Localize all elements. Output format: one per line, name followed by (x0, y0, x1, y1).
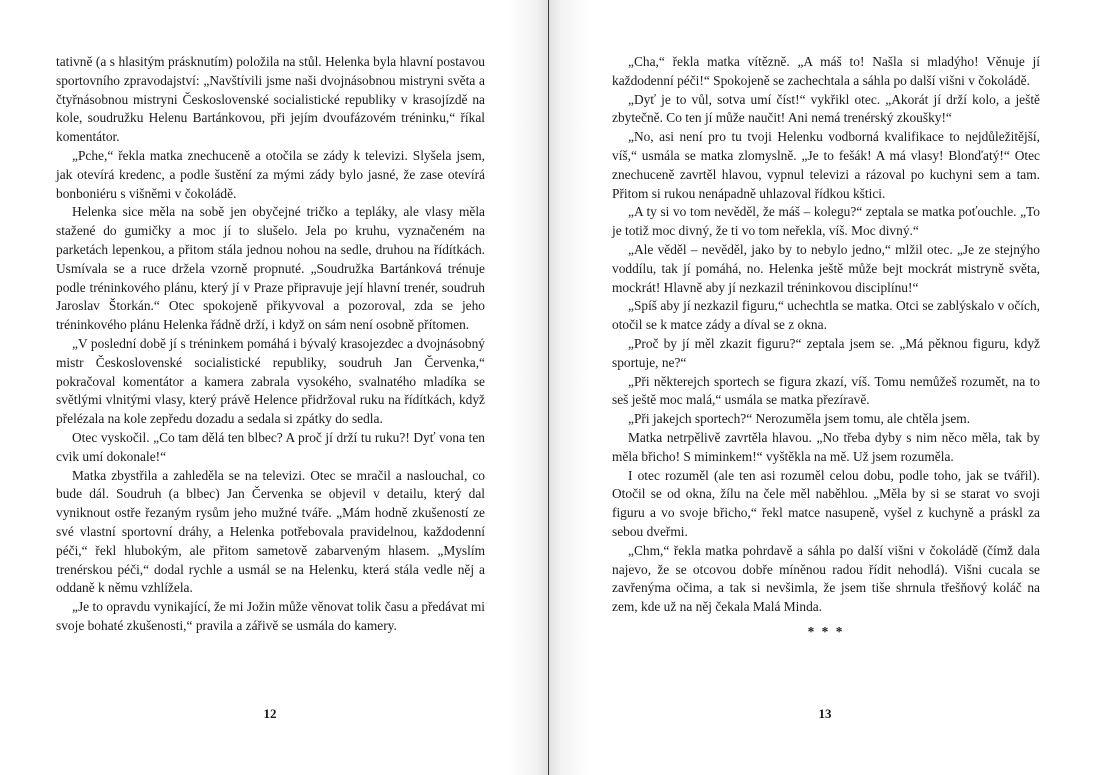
paragraph: Otec vyskočil. „Co tam dělá ten blbec? A proč jí drží tu ruku?! Dyť vona ten cvik umí dokonale!“ (56, 429, 485, 464)
paragraph: „Cha,“ řekla matka vítězně. „A máš to! Našla si mladýho! Věnuje jí každodenní péči!“ Spokojeně se zachechtala a sáhla po další višni v čokoládě. (612, 54, 1040, 88)
paragraph: „Spíš aby jí nezkazil figuru,“ uchechtla se matka. Otci se zablýskalo v očích, otočil se k matce zády a díval se z okna. (612, 298, 1040, 333)
right-page-text (612, 53, 1040, 642)
paragraph: Helenka sice měla na sobě jen obyčejné tričko a tepláky, ale vlasy měla stažené do gumičky a moc jí to slušelo. Jela po kruhu, vyznačeném na parketách lepenkou, a přitom stála jednou nohou na sedle, druhou na řídítkách. Usmívala se a ruce držela vzorně propnuté. „Soudružka Bartánková trénuje podle tréninkového plánu, který jí v Praze připravuje její hlavní trenér, soudruh Jaroslav Štorkán.“ Otec spokojeně přikyvoval a pozoroval, zda se jeho tréninkového plánu Helenka řádně drží, i když on sám není osobně přítomen. (56, 204, 485, 333)
paragraph: Matka netrpělivě zavrtěla hlavou. „No třeba dyby s nim něco měla, tak by měla břicho! S miminkem!“ vyštěkla na mě. Už jsem rozuměla. (612, 429, 1040, 464)
left-page-text (56, 53, 485, 636)
paragraph: „Je to opravdu vynikající, že mi Jožin může věnovat tolik času a předávat mi svoje bohaté zkušenosti,“ pravila a zářivě se usmála do kamery. (56, 599, 485, 633)
paragraph: „No, asi není pro tu tvoji Helenku vodborná kvalifikace to nejdůležitější, víš,“ usmála se matka zlomyslně. „Je to fešák! A má vlasy! Blonďatý!“ Otec znechuceně zavrtěl hlavou, vypnul televizi a rázoval po kuchyni sem a tam. Přitom si rukou nenápadně uhlazoval řídkou kštici. (612, 129, 1040, 201)
paragraph: „V poslední době jí s tréninkem pomáhá i bývalý krasojezdec a dvojnásobný mistr Československé socialistické republiky, soudruh Jan Červenka,“ pokračoval komentátor a kamera zabrala vysokého, svalnatého mladíka se světlými vlnitými vlasy, který právě Helence přidržoval ruku na řídítkách, když přelézala na kole zepředu dozadu a sedala si zpátky do sedla. (56, 335, 485, 427)
paragraph: tativně (a s hlasitým prásknutím) položila na stůl. Helenka byla hlavní postavou sportovního zpravodajství: „Navštívili jsme naši dvojnásobnou mistryni světa a čtyřnásobnou mistryni Československé socialistické republiky v krasojízdě na kole, soudružku Helenu Bartánkovou, při jejím dvoufázovém tréninku,“ říkal komentátor. (56, 54, 485, 145)
gutter-shadow-left (508, 0, 548, 775)
paragraph: I otec rozuměl (ale ten asi rozuměl celou dobu, podle toho, jak se tvářil). Otočil se od okna, žílu na čele měl naběhlou. „Měla by si se starat vo svoji figuru a vo svoje břicho,“ řekl matce nasupeně, vyšel z kuchyně a práskl za sebou dveřmi. (612, 467, 1040, 539)
paragraph: „Ale věděl – nevěděl, jako by to nebylo jedno,“ mlžil otec. „Je ze stejnýho voddílu, tak jí pomáhá, no. Helenka ještě může bejt mockrát mistryně světa, mockrát! Hlavně aby jí nezkazil tréninkovou disciplínu!“ (612, 241, 1040, 295)
paragraph: „Při jakejch sportech?“ Nerozuměla jsem tomu, ale chtěla jsem. (628, 411, 971, 427)
left-page (0, 0, 548, 775)
paragraph: „Při některejch sportech se figura zkazí, víš. Tomu nemůžeš rozumět, na to seš ještě moc malá,“ usmála se matka přezíravě. (612, 373, 1040, 408)
paragraph: „Dyť je to vůl, sotva umí číst!“ vykřikl otec. „Akorát jí drží kolo, a ještě zbytečně. Co ten jí může naučit! Ani nemá trenérský zkoušky!“ (612, 91, 1040, 126)
right-page (549, 0, 1097, 775)
paragraph: „Chm,“ řekla matka pohrdavě a sáhla po další višni v čokoládě (čímž dala najevo, že se otcovou dobře míněnou radou řídit nehodlá). Višni cucala se zavřenýma očima, a tak si nevšimla, že jsem tiše shrnula třešňový koláč na zem, kde už na něj čekala Malá Minda. (612, 542, 1040, 615)
page-number-right: 13 (818, 706, 832, 721)
section-separator: * * * (807, 623, 845, 639)
paragraph: „Pche,“ řekla matka znechuceně a otočila se zády k televizi. Slyšela jsem, jak otevírá kredenc, a podle šustění za mými zády bylo jasné, že zase otevírá bonboniéru s višněmi v čokoládě. (56, 147, 485, 201)
paragraph: Matka zbystřila a zahleděla se na televizi. Otec se mračil a naslouchal, co bude dál. Soudruh (a blbec) Jan Červenka se objevil v detailu, který dal vyniknout ostře řezaným rysům jeho mužné tváře. „Mám hodně zkušeností ze své vlastní sportovní dráhy, a Helenka potřebovala pravidelnou, každodenní péči,“ řekl hlubokým, ale přitom sametově zabarveným hlasem. „Myslím trenérskou péči,“ dodal rychle a usmál se na Helenku, která stála vedle něj a oddaně k němu vzhlížela. (56, 467, 485, 596)
paragraph: „A ty si vo tom nevěděl, že máš – kolegu?“ zeptala se matka poťouchle. „To je totiž moc divný, že ti vo tom neřekla, víš. Moc divný.“ (612, 204, 1040, 239)
page-number-left: 12 (263, 706, 277, 721)
paragraph: „Proč by jí měl zkazit figuru?“ zeptala jsem se. „Má pěknou figuru, když sportuje, ne?“ (612, 335, 1040, 370)
